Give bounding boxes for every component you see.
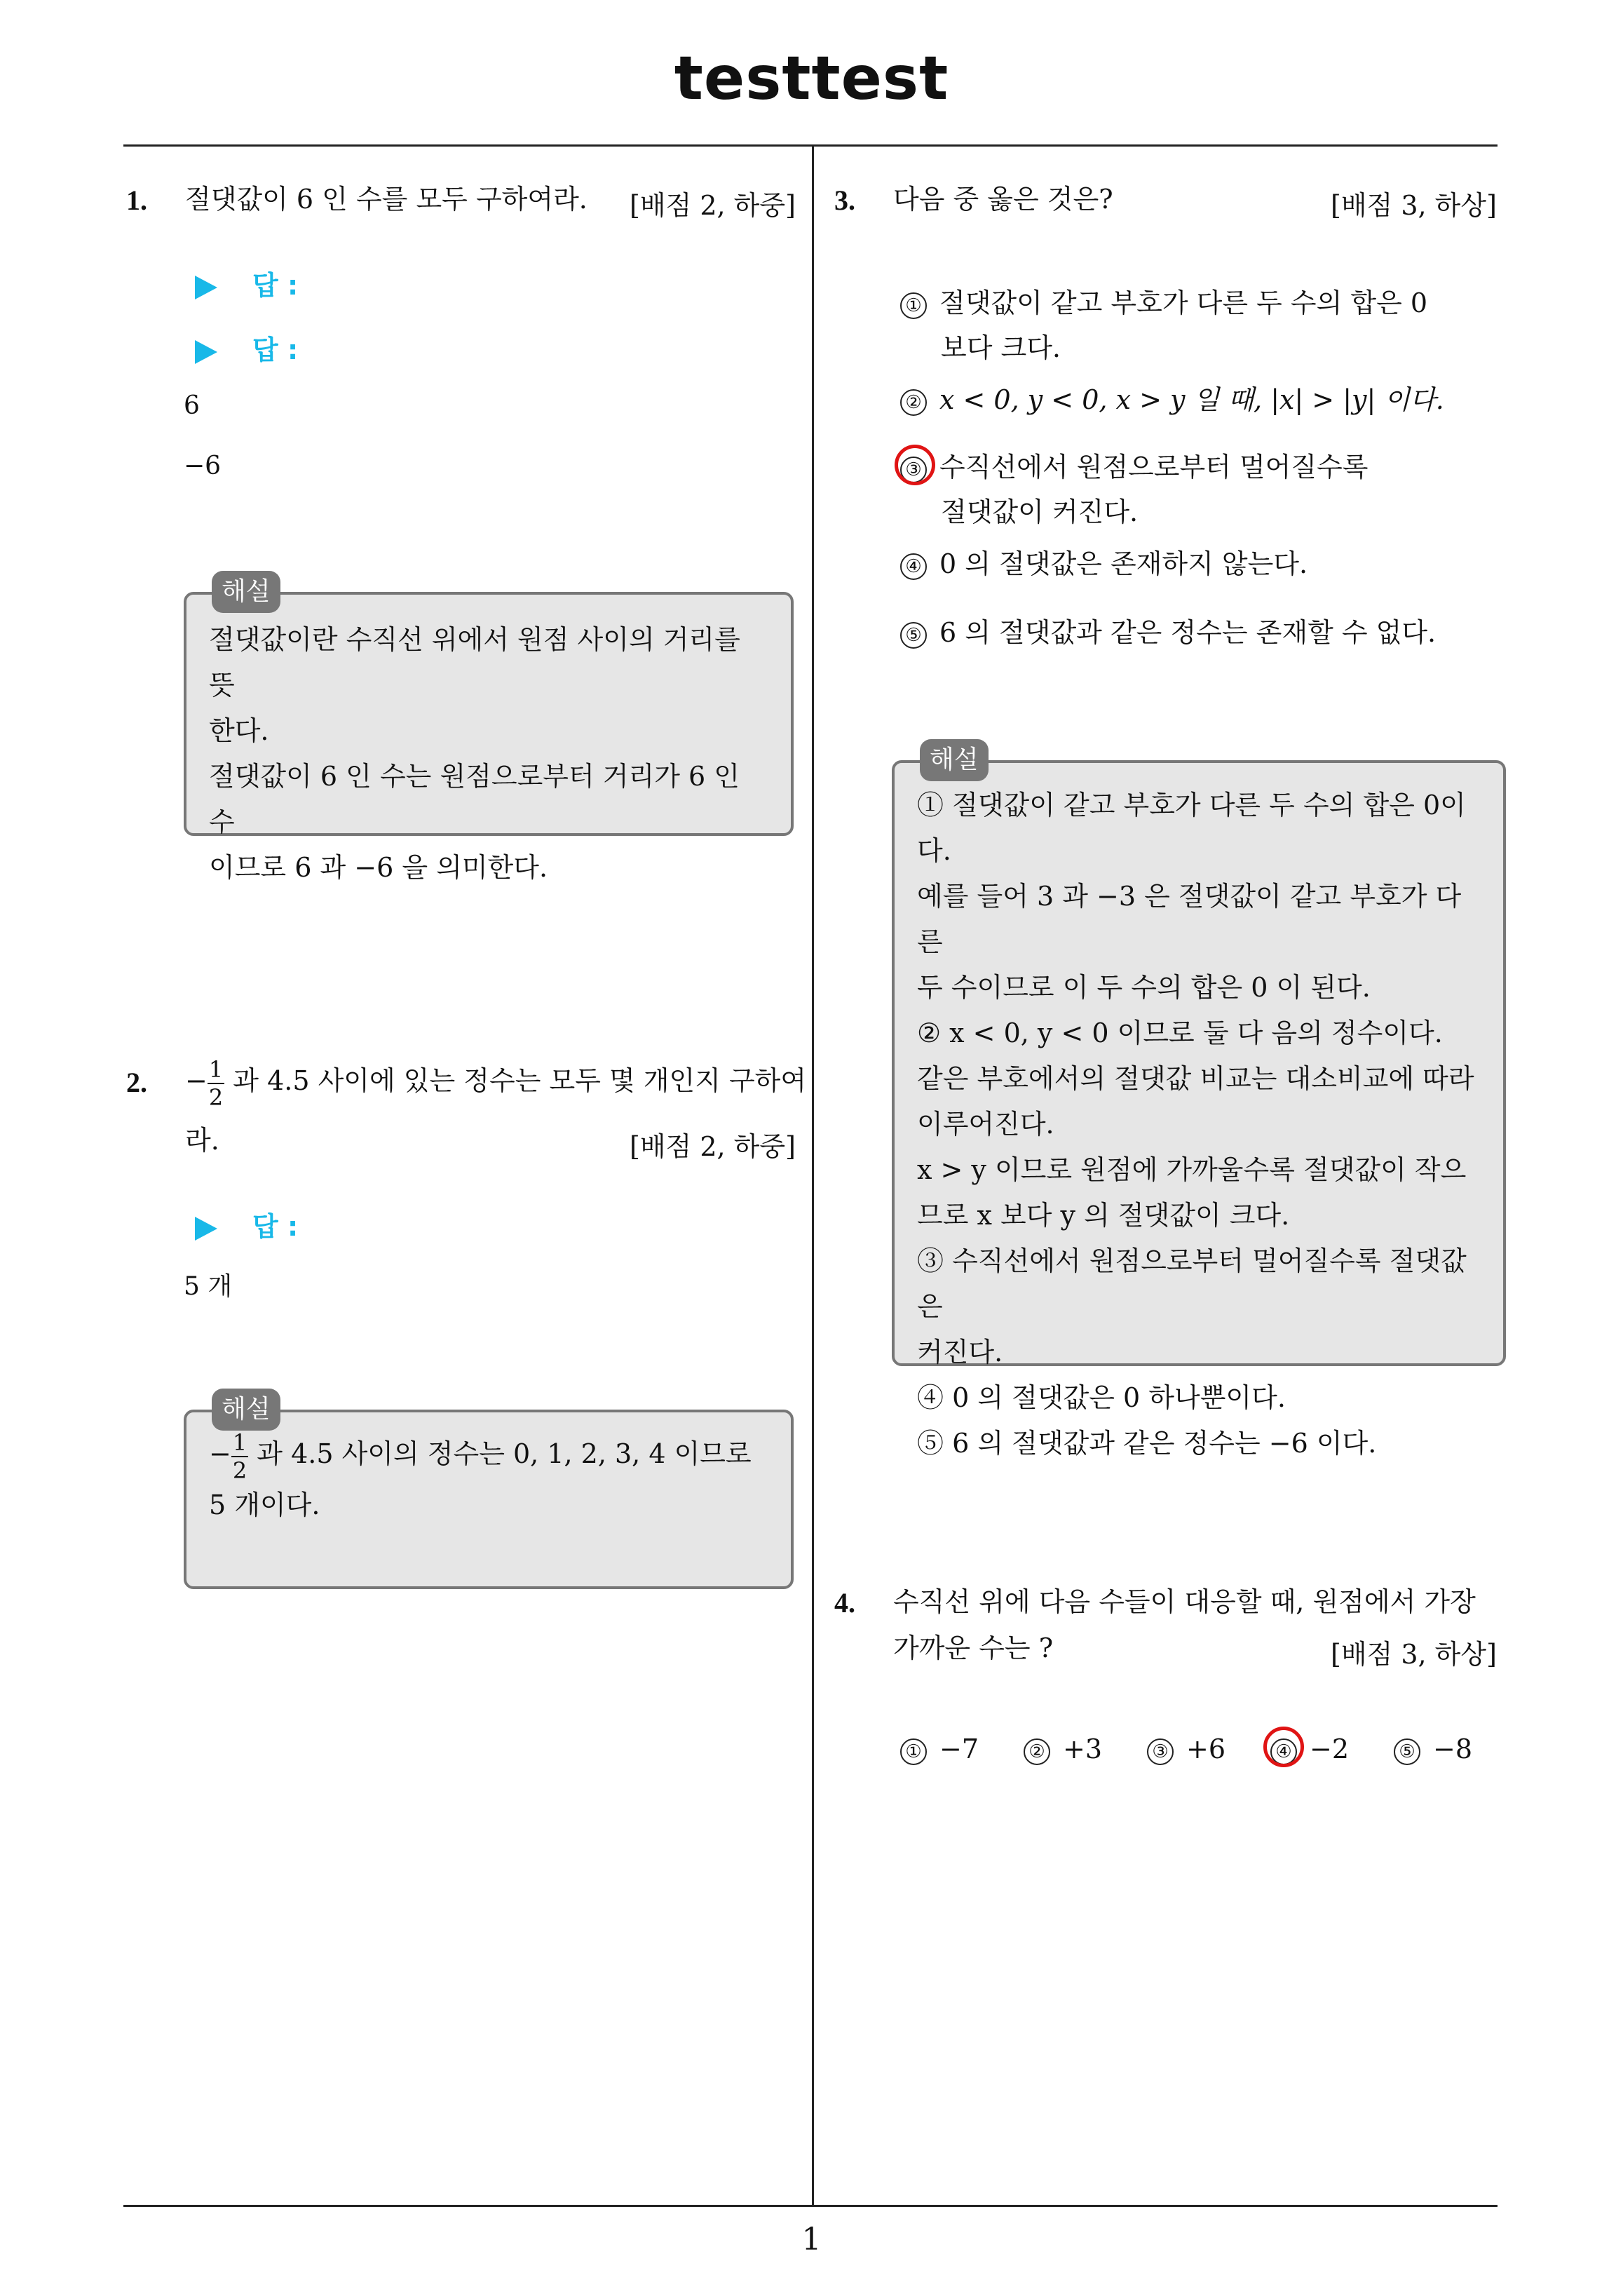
question-text: 다음 중 옳은 것은? xyxy=(893,184,1113,215)
header-rule xyxy=(123,144,1498,147)
option-number: ④ xyxy=(900,553,927,580)
explanation-box xyxy=(892,745,1506,1459)
explanation-line: ③ 수직선에서 원점으로부터 멀어질수록 절댓값은 xyxy=(917,1245,1467,1322)
answer-value: −6 xyxy=(184,452,222,480)
explanation-box xyxy=(184,1395,794,1589)
answer-label: 답 : xyxy=(195,264,298,302)
explanation-line: 두 수이므로 이 두 수의 합은 0 이 된다. xyxy=(917,972,1371,1003)
explanation-line: ⑤ 6 의 절댓값과 같은 정수는 −6 이다. xyxy=(917,1428,1377,1459)
option-2[interactable]: ② x < 0, y < 0, x > y 일 때, |x| > |y| 이다. xyxy=(900,377,1444,422)
explanation-line: − $\frac{1}{2}$ 과 4.5 사이의 정수는 0, 1, 2, 3, 4 이므로 xyxy=(209,1429,752,1484)
page-title: testtest xyxy=(674,43,949,114)
answer-value: 6 xyxy=(184,391,200,420)
selected-answer-circle-icon xyxy=(895,445,935,485)
question-number: 4. xyxy=(834,1587,855,1619)
option-5[interactable]: ⑤ −8 xyxy=(1394,1727,1472,1771)
question-text-line2: 라. xyxy=(185,1125,219,1156)
explanation-line: ① 절댓값이 같고 부호가 다른 두 수의 합은 0이다. xyxy=(917,790,1466,866)
option-number: ③ xyxy=(900,457,927,483)
footer-rule xyxy=(123,2205,1498,2207)
explanation-line: 예를 들어 3 과 −3 은 절댓값이 같고 부호가 다른 xyxy=(917,881,1462,957)
triangle-bullet-icon xyxy=(195,276,217,299)
option-2[interactable]: ② +3 xyxy=(1024,1727,1102,1771)
question-score: [배점 2, 하중] xyxy=(630,1131,796,1162)
answer-value: 5 개 xyxy=(184,1272,233,1301)
explanation-line: ④ 0 의 절댓값은 0 하나뿐이다. xyxy=(917,1382,1286,1413)
option-3[interactable]: ③ 수직선에서 원점으로부터 멀어질수록 절댓값이 커진다. xyxy=(900,445,1369,534)
fraction: $\frac{1}{2}$ xyxy=(232,1429,247,1484)
question-number: 1. xyxy=(126,184,147,216)
question-score: [배점 3, 하상] xyxy=(1331,190,1497,221)
triangle-bullet-icon xyxy=(195,340,217,364)
explanation-line: 커진다. xyxy=(917,1337,1003,1368)
option-4[interactable]: ④ −2 xyxy=(1270,1727,1349,1771)
option-1[interactable]: ① 절댓값이 같고 부호가 다른 두 수의 합은 0 보다 크다. xyxy=(900,281,1427,370)
option-number: ② xyxy=(1024,1738,1050,1765)
option-number: ④ xyxy=(1270,1738,1297,1765)
question-number: 3. xyxy=(834,184,855,216)
explanation-line: 이루어진다. xyxy=(917,1109,1054,1140)
explanation-line: ② x < 0, y < 0 이므로 둘 다 음의 정수이다. xyxy=(917,1018,1443,1048)
answer-label: 답 : xyxy=(195,1205,298,1243)
question-text: 절댓값이 6 인 수를 모두 구하여라. xyxy=(185,184,588,215)
explanation-box xyxy=(184,577,794,883)
explanation-line: 절댓값이란 수직선 위에서 원점 사이의 거리를 뜻 xyxy=(209,624,740,701)
explanation-line: 5 개이다. xyxy=(209,1489,320,1520)
question-number: 2. xyxy=(126,1067,147,1098)
question-score: [배점 2, 하중] xyxy=(630,190,796,221)
triangle-bullet-icon xyxy=(195,1217,217,1241)
option-number: ② xyxy=(900,389,927,416)
answer-label: 답 : xyxy=(195,328,298,367)
option-number: ⑤ xyxy=(1394,1738,1420,1765)
explanation-tag: 해설 xyxy=(212,571,280,613)
explanation-tag: 해설 xyxy=(920,739,989,781)
option-number: ① xyxy=(900,292,927,319)
page-number: 1 xyxy=(801,2222,822,2257)
explanation-line: 므로 x 보다 y 의 절댓값이 크다. xyxy=(917,1200,1290,1231)
question-text: 수직선 위에 다음 수들이 대응할 때, 원점에서 가장 xyxy=(893,1586,1476,1617)
selected-answer-circle-icon xyxy=(1263,1727,1304,1767)
explanation-line: x > y 이므로 원점에 가까울수록 절댓값이 작으 xyxy=(917,1154,1467,1185)
explanation-tag: 해설 xyxy=(212,1389,280,1431)
explanation-line: 절댓값이 6 인 수는 원점으로부터 거리가 6 인 수 xyxy=(209,761,740,837)
column-divider xyxy=(812,144,814,2206)
question-score: [배점 3, 하상] xyxy=(1331,1639,1497,1670)
question-text-line2: 가까운 수는 ? xyxy=(893,1633,1054,1663)
explanation-line: 한다. xyxy=(209,715,269,746)
fraction: $\frac{1}{2}$ xyxy=(208,1055,224,1111)
option-number: ③ xyxy=(1147,1738,1174,1765)
question-text: − $\frac{1}{2}$ 과 4.5 사이에 있는 정수는 모두 몇 개인지 구하여 xyxy=(185,1055,807,1111)
option-1[interactable]: ① −7 xyxy=(900,1727,979,1771)
option-3[interactable]: ③ +6 xyxy=(1147,1727,1225,1771)
explanation-line: 이므로 6 과 −6 을 의미한다. xyxy=(209,852,548,883)
option-4[interactable]: ④ 0 의 절댓값은 존재하지 않는다. xyxy=(900,541,1308,586)
option-number: ① xyxy=(900,1738,927,1765)
option-5[interactable]: ⑤ 6 의 절댓값과 같은 정수는 존재할 수 없다. xyxy=(900,610,1436,655)
option-number: ⑤ xyxy=(900,622,927,649)
explanation-line: 같은 부호에서의 절댓값 비교는 대소비교에 따라 xyxy=(917,1063,1474,1094)
